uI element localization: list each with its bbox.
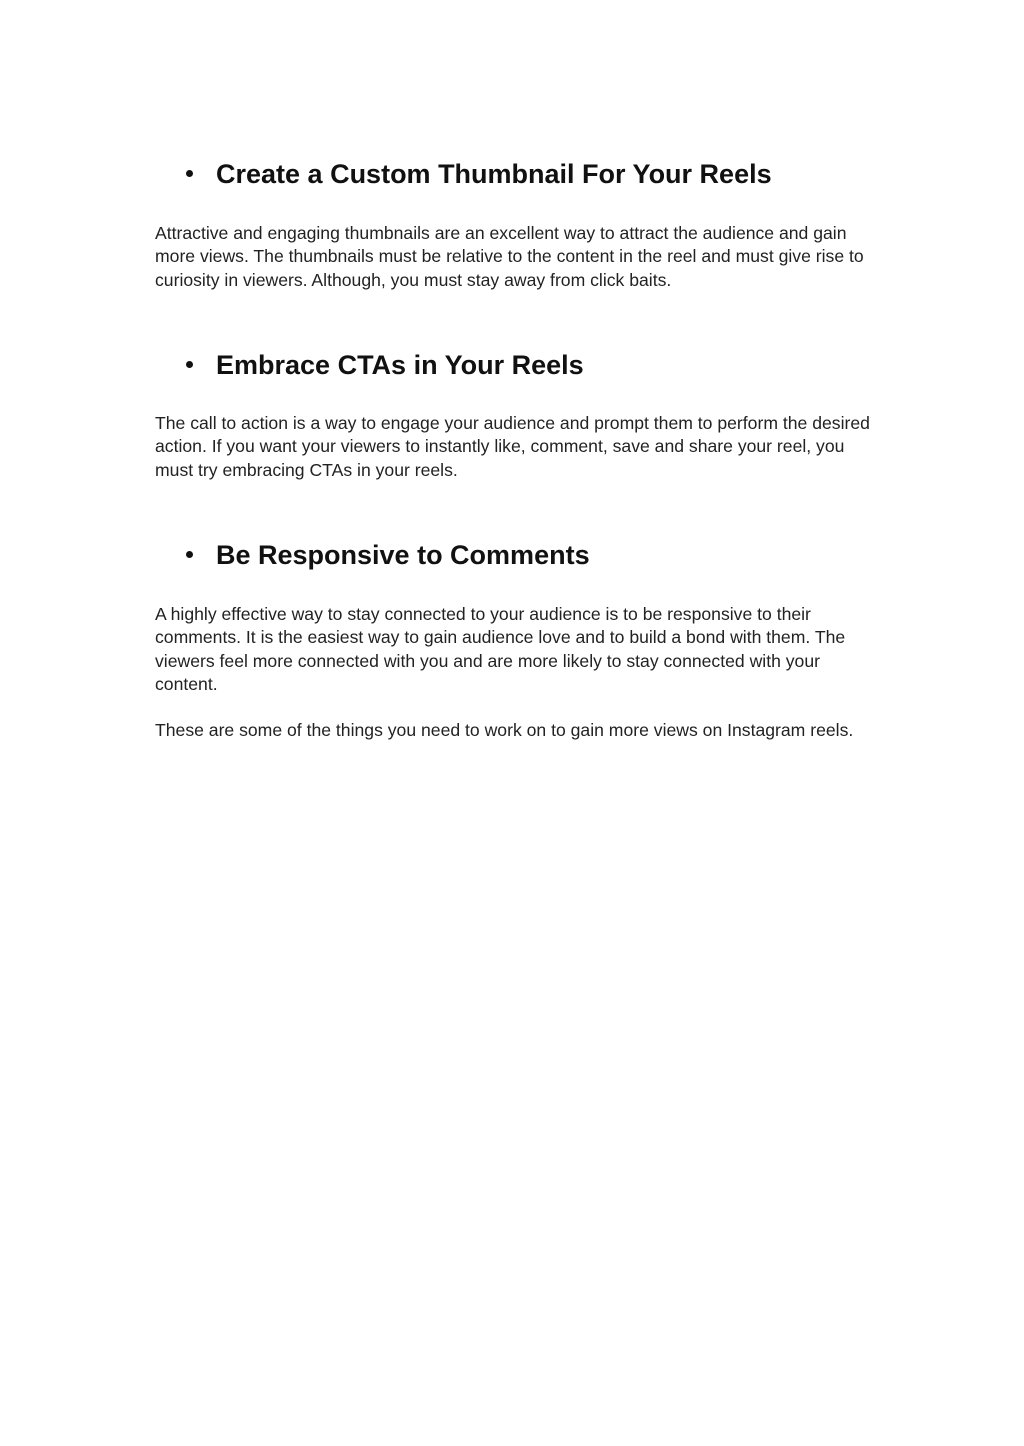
heading-text: Embrace CTAs in Your Reels	[216, 350, 584, 380]
bullet-icon	[186, 551, 193, 558]
section-heading-comments	[186, 538, 590, 572]
paragraph-ctas: The call to action is a way to engage your audience and prompt them to perform the desired action. If you want your viewers to instantly like, comment, save and share your reel, you must try embracing CTAs in your reels.	[155, 413, 870, 480]
bullet-icon	[186, 170, 193, 177]
section-heading-thumbnail	[186, 157, 772, 191]
heading-text: Be Responsive to Comments	[216, 540, 590, 570]
paragraph-conclusion: These are some of the things you need to work on to gain more views on Instagram reels.	[155, 720, 854, 740]
section-heading-ctas	[186, 348, 584, 382]
paragraph-thumbnail: Attractive and engaging thumbnails are an excellent way to attract the audience and gain more views. The thumbnails must be relative to the content in the reel and must give rise to curiosity in viewers. Although, you must stay away from click baits.	[155, 223, 864, 290]
bullet-icon	[186, 361, 193, 368]
heading-text: Create a Custom Thumbnail For Your Reels	[216, 159, 772, 189]
paragraph-comments: A highly effective way to stay connected to your audience is to be responsive to their comments. It is the easiest way to gain audience love and to build a bond with them. The viewers feel more connected with you and are more likely to stay connected with your content.	[155, 604, 846, 694]
